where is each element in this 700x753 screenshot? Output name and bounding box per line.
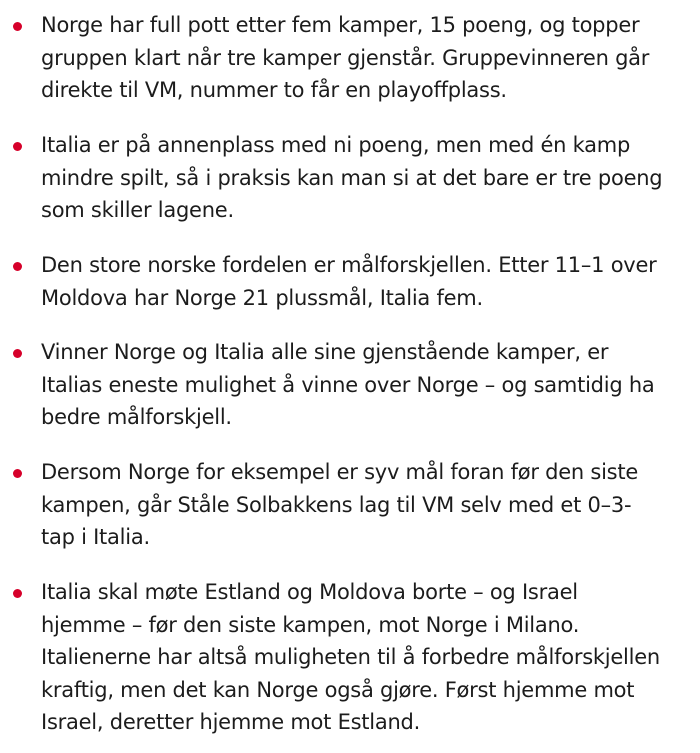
bullet-dot-icon — [13, 589, 22, 598]
text-line: tap i Italia. — [41, 525, 150, 549]
bullet-dot-icon — [13, 262, 22, 271]
bullet-text — [41, 576, 691, 739]
text-line: Italia skal møte Estland og Moldova borte – og Israel — [41, 580, 578, 604]
text-line: Italias eneste mulighet å vinne over Norge – og samtidig ha — [41, 372, 655, 397]
text-line: Vinner Norge og Italia alle sine gjenstående kamper, er — [41, 340, 609, 364]
text-line: kampen, går Ståle Solbakkens lag til VM selv med et 0–3- — [41, 492, 632, 517]
text-line: hjemme – før den siste kampen, mot Norge i Milano. — [41, 612, 580, 637]
text-line: Dersom Norge for eksempel er syv mål foran før den siste — [41, 460, 639, 484]
text-line: Den store norske fordelen er målforskjellen. Etter 11–1 over — [41, 253, 657, 277]
text-line: Norge har full pott etter fem kamper, 15 poeng, og topper — [41, 13, 640, 37]
bullet-dot-icon — [13, 22, 22, 31]
bullet-text — [41, 249, 691, 314]
text-line: gruppen klart når tre kamper gjenstår. Gruppevinneren går — [41, 45, 650, 70]
text-line: mindre spilt, så i praksis kan man si at det bare er tre poeng — [41, 165, 663, 190]
bullet-text — [41, 9, 691, 107]
bullet-dot-icon — [13, 349, 22, 358]
bullet-text — [41, 129, 691, 227]
text-line: Italia er på annenplass med ni poeng, men med én kamp — [41, 133, 631, 157]
text-line: bedre målforskjell. — [41, 405, 232, 429]
text-line: Israel, deretter hjemme mot Estland. — [41, 710, 421, 734]
bullet-text — [41, 336, 691, 434]
text-line: som skiller lagene. — [41, 198, 234, 222]
bullet-dot-icon — [13, 142, 22, 151]
bullet-dot-icon — [13, 469, 22, 478]
text-line: Moldova har Norge 21 plussmål, Italia fem. — [41, 285, 483, 310]
text-line: direkte til VM, nummer to får en playoffplass. — [41, 78, 507, 102]
bullet-text — [41, 456, 691, 554]
text-line: kraftig, men det kan Norge også gjøre. Først hjemme mot — [41, 677, 635, 702]
text-line: Italienerne har altså muligheten til å forbedre målforskjellen — [41, 645, 660, 669]
